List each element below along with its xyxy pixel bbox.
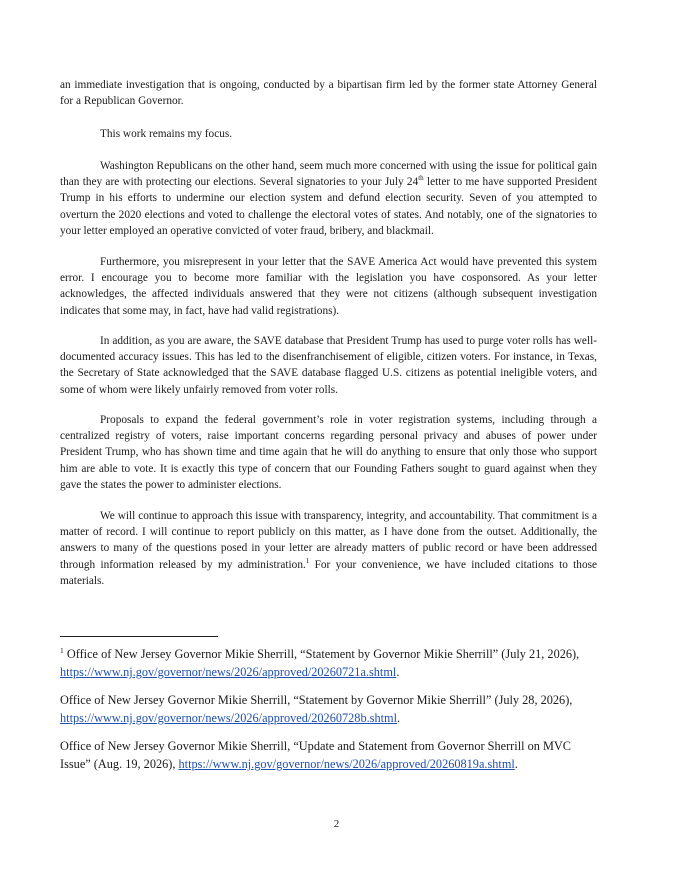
paragraph-text: Furthermore, you misrepresent in your letter that the SAVE America Act would have prevented this system error. I encourage you to become more familiar with the legislation you have cosponsored. As your letter acknowledges, the affected individuals answered that they were not citizens (although subsequent investigation indicates that some may, in fact, have had valid registrations). [60, 256, 597, 317]
footnote-end: . [396, 665, 400, 679]
footnote-separator [60, 636, 218, 637]
footnote-text: Office of New Jersey Governor Mikie Sherrill, “Update and Statement from Governor Sherrill on MVC Issue” (Aug. 19, 2026), [60, 739, 571, 771]
footnote-text: Office of New Jersey Governor Mikie Sherrill, “Statement by Governor Mikie Sherrill” (July 28, 2026), [60, 693, 573, 707]
paragraph-text: This work remains my focus. [100, 128, 233, 140]
paragraph-text [60, 158, 597, 239]
paragraph-text-part: Washington Republicans on the other hand, seem much more concerned with using the issue for political gain than they are with protecting our elections. Several signatories to your July 24 [60, 160, 597, 189]
paragraph-text: an immediate investigation that is ongoing, conducted by a bipartisan firm led by the former state Attorney General for a Republican Governor. [60, 79, 597, 108]
footnote-link[interactable]: https://www.nj.gov/governor/news/2026/approved/20260721a.shtml [60, 665, 397, 679]
footnote-link[interactable]: https://www.nj.gov/governor/news/2026/approved/20260728b.shtml [60, 711, 397, 725]
footnote-marker: 1 [60, 645, 64, 655]
paragraph-investigation [60, 77, 597, 109]
paragraph-text [60, 508, 597, 589]
footnote-end: . [514, 757, 518, 771]
footnote-text: Office of New Jersey Governor Mikie Sherrill, “Statement by Governor Mikie Sherrill” (July 21, 2026), [63, 647, 580, 661]
paragraph-federal-role [60, 412, 597, 493]
footnote-2 [60, 691, 600, 727]
paragraph-transparency [60, 508, 597, 589]
paragraph-text-part: For your convenience, we have included citations to those materials. [60, 558, 598, 587]
footnote-1 [60, 645, 600, 681]
page-number: 2 [333, 818, 340, 830]
paragraph-text-part: We will continue to approach this issue with transparency, integrity, and accountability. That commitment is a matter of record. I will continue to report publicly on this matter, as I have done from the outset. Additionally, the answers to many of the questions posed in your letter are already matters of public record or have been addressed through information released by my administration. [60, 510, 597, 571]
paragraph-text: In addition, as you are aware, the SAVE database that President Trump has used to purge voter rolls has well-documented accuracy issues. This has led to the disenfranchisement of eligible, citizen voters. For instance, in Texas, the Secretary of State acknowledged that the SAVE database flagged U.S. citizens as potential ineligible voters, and some of whom were likely unfairly removed from voter rolls. [60, 335, 597, 396]
paragraph-text: Proposals to expand the federal government’s role in voter registration systems, including through a centralized registry of voters, raise important concerns regarding personal privacy and abuses of power under President Trump, who has shown time and time again that he will do anything to ensure that only those who support him are able to vote. It is exactly this type of concern that our Founding Fathers sought to guard against when they gave the states the power to administer elections. [60, 414, 597, 491]
paragraph-text-part: letter to me have supported President Trump in his efforts to undermine our election system and defund election security. Seven of you attempted to overturn the 2020 elections and voted to challenge the electoral votes of states. And notably, one of the signatories to your letter employed an operative convicted of voter fraud, bribery, and blackmail. [60, 176, 597, 237]
paragraph-washington-republicans [60, 158, 597, 239]
superscript-th: th [418, 174, 424, 183]
footnote-3 [60, 737, 600, 773]
paragraph-save-act [60, 254, 597, 319]
footnote-end: . [397, 711, 401, 725]
paragraph-save-database [60, 333, 597, 398]
paragraph-focus [60, 126, 597, 142]
footnote-link[interactable]: https://www.nj.gov/governor/news/2026/approved/20260819a.shtml [178, 757, 515, 771]
footnote-reference[interactable]: 1 [305, 556, 310, 565]
